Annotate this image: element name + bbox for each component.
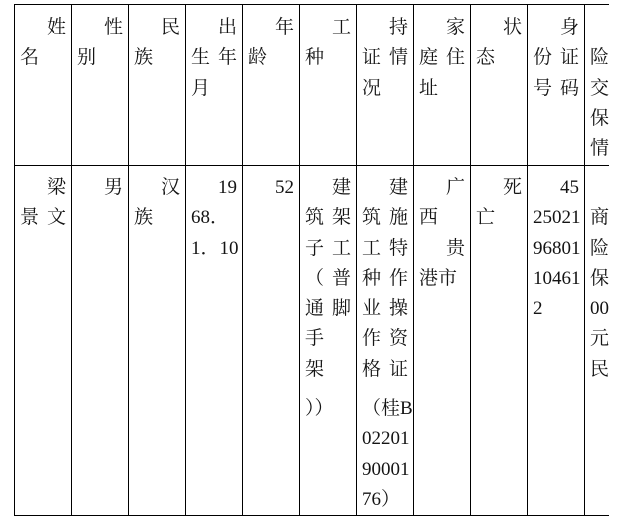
- text-line: [362, 74, 408, 104]
- text-line: [134, 13, 180, 43]
- text-segment: [533, 13, 552, 43]
- text-segment: 25021: [533, 207, 581, 229]
- text-segment: 资: [388, 328, 408, 350]
- text-line: [305, 43, 351, 73]
- text-segment: 生: [191, 47, 211, 69]
- text-segment: 证: [362, 47, 382, 69]
- text-line: [590, 104, 609, 134]
- text-line: [590, 234, 609, 264]
- text-line: [305, 394, 351, 424]
- text-segment: 持: [388, 17, 408, 38]
- text-line: [590, 43, 609, 73]
- text-segment: 建: [331, 177, 351, 198]
- text-segment: 状: [502, 17, 522, 38]
- text-segment: 保: [590, 107, 609, 129]
- text-segment: 架: [331, 207, 351, 229]
- body-cell-性别: [72, 166, 129, 515]
- body-cell-家庭住址: [414, 166, 471, 515]
- text-line: [134, 43, 180, 73]
- table-body-row: [15, 166, 609, 515]
- text-segment: 险: [590, 47, 609, 69]
- text-line: [533, 74, 579, 104]
- text-line: [305, 294, 351, 324]
- text-line: [305, 324, 351, 354]
- text-segment: 筑: [305, 207, 325, 229]
- text-segment: [476, 13, 495, 43]
- text-line: [362, 173, 408, 203]
- text-segment: 10461: [533, 267, 581, 289]
- text-segment: 广: [445, 177, 465, 198]
- header-cell-持证情况: [357, 5, 414, 165]
- text-segment: 2: [533, 298, 543, 320]
- text-line: [476, 203, 522, 233]
- text-segment: 文: [46, 207, 66, 229]
- text-line: [248, 173, 294, 203]
- text-line: [590, 203, 609, 233]
- text-segment: （桂B: [362, 398, 413, 420]
- text-segment: 男: [103, 177, 123, 198]
- text-line: [533, 294, 579, 324]
- text-segment: 性: [103, 17, 123, 38]
- text-segment: 西: [419, 207, 439, 229]
- text-segment: 号: [533, 77, 553, 99]
- text-line: [305, 203, 351, 233]
- text-segment: [20, 13, 39, 43]
- text-line: [590, 134, 609, 164]
- text-line: [305, 355, 351, 385]
- text-line: [533, 173, 579, 203]
- text-line: [362, 424, 408, 454]
- text-segment: [248, 173, 267, 203]
- text-segment: 脚: [331, 298, 351, 320]
- text-segment: 子: [305, 237, 325, 259]
- text-line: [362, 324, 408, 354]
- table-header-row: [15, 5, 609, 166]
- text-segment: [77, 13, 96, 43]
- text-segment: 份: [533, 47, 553, 69]
- text-line: [191, 13, 237, 43]
- text-segment: 筑: [362, 207, 382, 229]
- text-line: [20, 203, 66, 233]
- text-segment: 年: [217, 47, 237, 69]
- body-cell-姓名: [15, 166, 72, 515]
- text-segment: [419, 13, 438, 43]
- text-line: [248, 13, 294, 43]
- text-segment: [305, 13, 324, 43]
- text-segment: 情: [388, 47, 408, 69]
- text-segment: 工: [331, 237, 351, 259]
- header-cell-出生年月: [186, 5, 243, 165]
- header-cell-性别: [72, 5, 129, 165]
- text-line: [20, 43, 66, 73]
- text-line: [590, 324, 609, 354]
- text-segment: 元: [590, 328, 609, 350]
- text-segment: 工: [331, 17, 351, 38]
- text-segment: [77, 173, 96, 203]
- text-line: [533, 13, 579, 43]
- text-line: [476, 43, 522, 73]
- text-segment: [305, 173, 324, 203]
- text-segment: 特: [388, 237, 408, 259]
- text-segment: 工: [362, 237, 382, 259]
- header-cell-身份证号码: [528, 5, 585, 165]
- text-line: [533, 234, 579, 264]
- text-segment: 作: [362, 328, 382, 350]
- text-line: [533, 43, 579, 73]
- text-line: [248, 43, 294, 73]
- text-segment: 亡: [476, 207, 496, 229]
- text-segment: 民: [160, 17, 180, 38]
- header-cell-姓名: [15, 5, 72, 165]
- text-segment: [419, 234, 438, 264]
- text-segment: 建: [388, 177, 408, 198]
- text-segment: [134, 173, 153, 203]
- text-segment: [419, 173, 438, 203]
- text-line: [419, 74, 465, 104]
- text-line: [533, 264, 579, 294]
- text-segment: 90001: [362, 458, 410, 480]
- text-line: [134, 203, 180, 233]
- body-cell-年龄: [243, 166, 300, 515]
- text-segment: 景: [20, 207, 40, 229]
- text-line: [590, 74, 609, 104]
- text-segment: 龄: [248, 47, 268, 69]
- text-segment: 庭: [419, 47, 439, 69]
- header-cell-民族: [129, 5, 186, 165]
- text-line: [419, 43, 465, 73]
- text-segment: 96801: [533, 237, 581, 259]
- text-line: [362, 455, 408, 485]
- text-segment: 架: [305, 358, 325, 380]
- text-segment: [476, 173, 495, 203]
- text-segment: ））: [305, 398, 334, 420]
- text-segment: [191, 13, 210, 43]
- text-line: [533, 203, 579, 233]
- text-line: [305, 173, 351, 203]
- text-segment: 民: [590, 358, 609, 380]
- text-segment: 商: [590, 207, 609, 229]
- text-line: [590, 355, 609, 385]
- text-segment: 情: [590, 138, 609, 160]
- text-line: [419, 234, 465, 264]
- text-line: [362, 13, 408, 43]
- text-segment: 码: [559, 77, 579, 99]
- body-cell-工种: [300, 166, 357, 515]
- text-line: [191, 74, 237, 104]
- text-line: [476, 173, 522, 203]
- text-line: [77, 43, 123, 73]
- text-segment: 交: [590, 77, 609, 99]
- text-segment: 港市: [419, 267, 458, 289]
- text-segment: 况: [362, 77, 382, 99]
- header-cell-状态: [471, 5, 528, 165]
- text-line: [362, 234, 408, 264]
- text-segment: 操: [388, 298, 408, 320]
- body-cell-险交保情: [585, 166, 609, 515]
- text-segment: 姓: [46, 17, 66, 38]
- text-segment: 通: [305, 298, 325, 320]
- header-cell-年龄: [243, 5, 300, 165]
- text-segment: 68．: [191, 207, 230, 229]
- text-segment: 00: [590, 298, 609, 320]
- header-cell-工种: [300, 5, 357, 165]
- text-segment: 作: [388, 267, 408, 289]
- text-line: [590, 294, 609, 324]
- text-line: [590, 264, 609, 294]
- body-cell-身份证号码: [528, 166, 585, 515]
- text-segment: 族: [134, 47, 154, 69]
- text-segment: 名: [20, 47, 40, 69]
- text-line: [77, 13, 123, 43]
- text-segment: 梁: [46, 177, 66, 198]
- header-cell-家庭住址: [414, 5, 471, 165]
- text-segment: 险: [590, 237, 609, 259]
- header-cell-险交保情: [585, 5, 609, 165]
- text-segment: 别: [77, 47, 97, 69]
- text-segment: 业: [362, 298, 382, 320]
- text-line: [362, 43, 408, 73]
- text-line: [191, 43, 237, 73]
- text-line: [191, 173, 237, 203]
- text-line: [134, 173, 180, 203]
- text-segment: 种: [305, 47, 325, 69]
- text-segment: 家: [445, 17, 465, 38]
- text-line: [362, 485, 408, 515]
- text-segment: 址: [419, 77, 439, 99]
- text-segment: [533, 173, 552, 203]
- text-segment: 1．10: [191, 237, 239, 259]
- text-segment: 住: [445, 47, 465, 69]
- text-line: [362, 203, 408, 233]
- text-segment: 19: [218, 177, 237, 198]
- text-line: [20, 173, 66, 203]
- text-line: [362, 355, 408, 385]
- text-line: [191, 234, 237, 264]
- text-segment: （: [305, 267, 325, 289]
- body-cell-民族: [129, 166, 186, 515]
- text-segment: 年: [274, 17, 294, 38]
- text-segment: 52: [275, 177, 294, 198]
- text-line: [20, 13, 66, 43]
- text-line: [362, 394, 413, 424]
- text-line: [419, 13, 465, 43]
- body-cell-状态: [471, 166, 528, 515]
- text-line: [305, 264, 351, 294]
- text-line: [362, 294, 408, 324]
- text-segment: 死: [502, 177, 522, 198]
- text-line: [419, 264, 465, 294]
- text-line: [191, 203, 237, 233]
- text-segment: 汉: [160, 177, 180, 198]
- text-line: [305, 234, 351, 264]
- text-line: [590, 173, 609, 203]
- text-segment: [362, 173, 381, 203]
- text-segment: 45: [560, 177, 579, 198]
- text-segment: [20, 173, 39, 203]
- text-line: [362, 264, 408, 294]
- text-segment: 贵: [445, 237, 465, 259]
- text-segment: 02201: [362, 428, 410, 450]
- text-segment: 手: [305, 328, 325, 350]
- text-segment: 保: [590, 267, 609, 289]
- text-segment: [248, 13, 267, 43]
- text-segment: 种: [362, 267, 382, 289]
- body-cell-持证情况: [357, 166, 414, 515]
- text-segment: 格: [362, 358, 382, 380]
- text-segment: 证: [559, 47, 579, 69]
- worker-info-table: [14, 4, 609, 516]
- text-line: [419, 173, 465, 203]
- text-segment: 施: [388, 207, 408, 229]
- text-segment: 月: [191, 77, 211, 99]
- text-line: [590, 13, 609, 43]
- body-cell-出生年月: [186, 166, 243, 515]
- text-line: [77, 173, 123, 203]
- text-line: [305, 13, 351, 43]
- text-segment: 普: [331, 267, 351, 289]
- text-line: [419, 203, 465, 233]
- text-line: [476, 13, 522, 43]
- text-segment: 证: [388, 358, 408, 380]
- text-segment: 76）: [362, 488, 401, 510]
- text-segment: 态: [476, 47, 496, 69]
- text-segment: 族: [134, 207, 154, 229]
- text-segment: [362, 13, 381, 43]
- text-segment: 出: [217, 17, 237, 38]
- text-segment: [191, 173, 210, 203]
- text-segment: [134, 13, 153, 43]
- text-segment: 身: [559, 17, 579, 38]
